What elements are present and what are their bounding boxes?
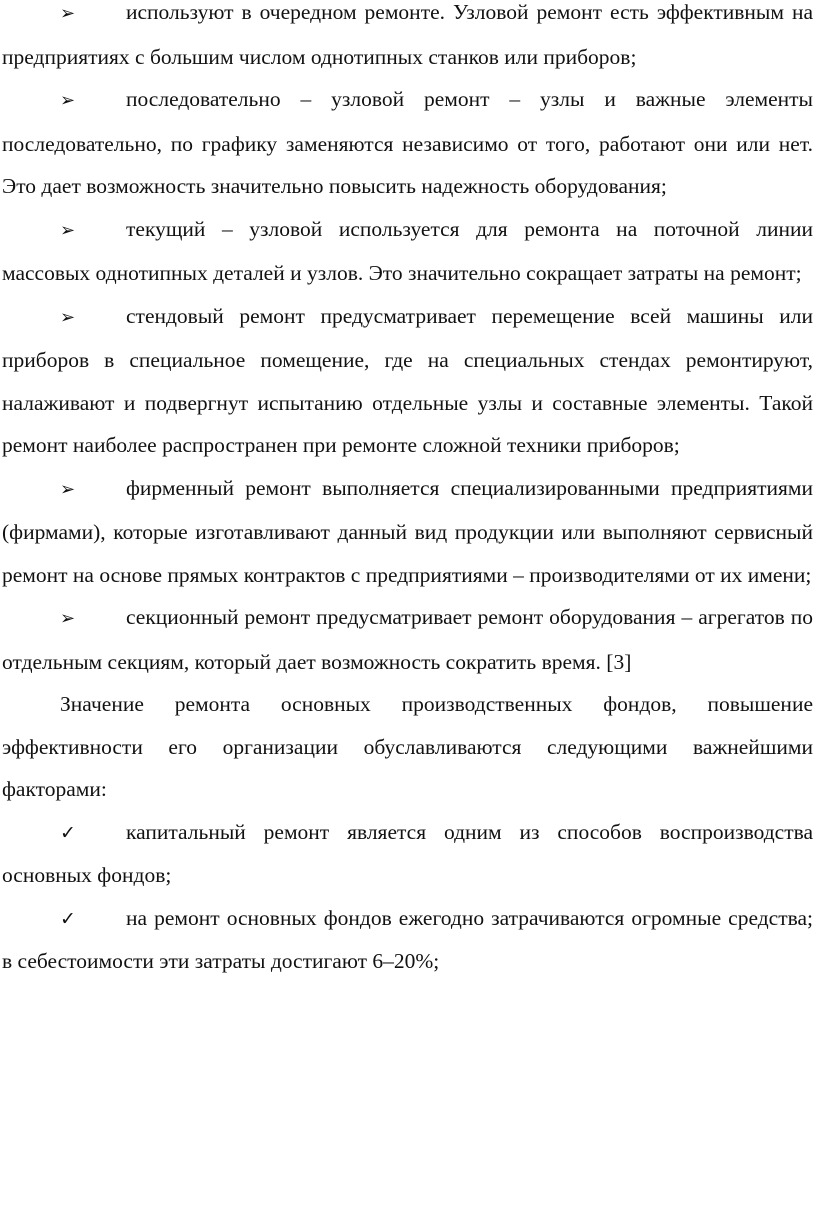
list-item-text: используют в очередном ремонте. Узловой ремонт есть эффективным на предприятиях с большим числом однотипных станков или приборов; [2,0,813,69]
list-item [2,811,813,897]
arrow-bullet-icon: ➢ [60,306,76,328]
list-item [2,208,813,295]
list-item-text: на ремонт основных фондов ежегодно затрачиваются огромные средства; в себестоимости эти затраты достигают 6–20%; [2,905,813,973]
arrow-bullet-icon: ➢ [60,3,76,24]
list-item-text: секционный ремонт предусматривает ремонт оборудования – агрегатов по отдельным секциям, который дает возможность сократить время. [3] [2,605,813,674]
list-item-text: фирменный ремонт выполняется специализированными предприятиями (фирмами), которые изготавливают данный вид продукции или выполняют сервисный ремонт на основе прямых контрактов с предприятиями – производителями от их имени; [2,475,813,587]
list-item-text: последовательно – узловой ремонт – узлы и важные элементы последовательно, по графику заменяются независимо от того, работают они или нет. Это дает возможность значительно повысить надежность оборудования; [2,87,813,198]
list-item [2,596,813,683]
arrow-bullet-icon: ➢ [60,478,76,500]
list-item [2,78,813,208]
body-paragraph: Значение ремонта основных производственных фондов, повышение эффективности его организации обуславливаются следующими важнейшими факторами: [2,692,813,801]
arrow-bullet-icon: ➢ [60,90,76,111]
list-item-text: капитальный ремонт является одним из способов воспроизводства основных фондов; [2,819,813,887]
list-item [2,0,813,78]
arrow-bullet-icon: ➢ [60,608,76,629]
list-item [2,467,813,597]
checkmark-bullet-icon: ✓ [60,821,76,844]
list-item [2,897,813,983]
list-item [2,295,813,467]
arrow-bullet-icon: ➢ [60,219,76,241]
list-item-text: стендовый ремонт предусматривает перемещение всей машины или приборов в специальное помещение, где на специальных стендах ремонтируют, налаживают и подвергнут испытанию отдельные узлы и составные элементы. Такой ремонт наиболее распространен при ремонте сложной техники приборов; [2,303,813,457]
list-item-text: текущий – узловой используется для ремонта на поточной линии массовых однотипных деталей и узлов. Это значительно сокращает затраты на ремонт; [2,216,813,285]
checkmark-bullet-icon: ✓ [60,907,76,930]
